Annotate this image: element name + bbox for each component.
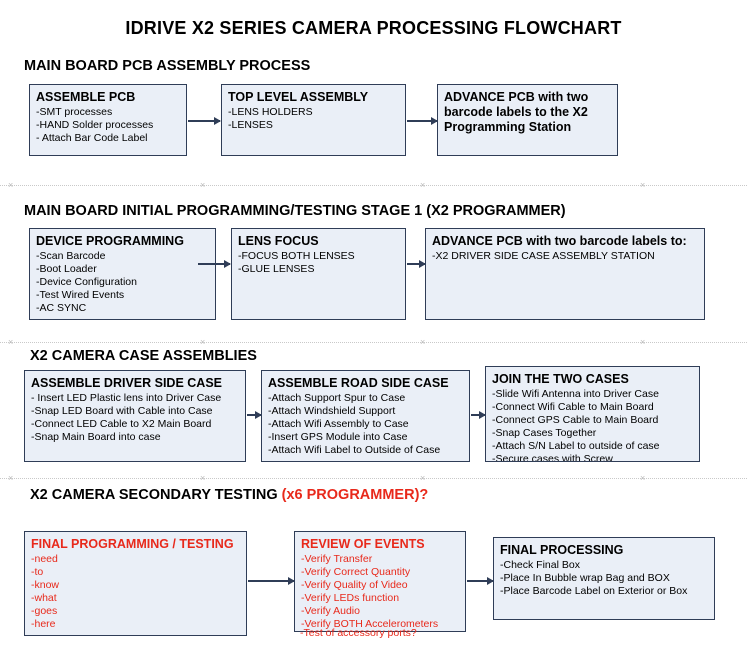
box-line: -AC SYNC xyxy=(36,302,87,314)
box-line: -Snap LED Board with Cable into Case xyxy=(31,405,213,417)
section-heading-initial-programming: MAIN BOARD INITIAL PROGRAMMING/TESTING STAGE 1 (X2 PROGRAMMER) xyxy=(24,203,566,219)
box-advance-pcb-programming-station[interactable] xyxy=(437,84,618,156)
box-line: -Attach Support Spur to Case xyxy=(268,392,406,404)
box-line: -Boot Loader xyxy=(36,263,97,275)
tick-mark: × xyxy=(8,337,14,347)
flow-arrow xyxy=(407,120,437,122)
box-line: -Connect LED Cable to X2 Main Board xyxy=(31,418,212,430)
box-line: -LENS HOLDERS xyxy=(228,106,313,118)
flow-arrow xyxy=(407,263,425,265)
section-heading-case-assemblies: X2 CAMERA CASE ASSEMBLIES xyxy=(30,348,257,364)
box-line: -Verify Audio xyxy=(301,605,360,617)
box-line: -Verify LEDs function xyxy=(301,592,400,604)
section-heading-text: X2 CAMERA SECONDARY TESTING xyxy=(30,487,282,503)
box-device-programming[interactable] xyxy=(29,228,216,320)
flow-arrow xyxy=(247,414,261,416)
box-line: -Attach Windshield Support xyxy=(268,405,396,417)
box-final-programming-testing[interactable] xyxy=(24,531,247,636)
page-title: IDRIVE X2 SERIES CAMERA PROCESSING FLOWCHART xyxy=(125,18,622,38)
tick-mark: × xyxy=(420,473,426,483)
box-line: -need xyxy=(31,553,58,565)
box-line: -Snap Main Board into case xyxy=(31,431,161,443)
box-line: -FOCUS BOTH LENSES xyxy=(238,250,355,262)
box-review-of-events[interactable] xyxy=(294,531,466,632)
box-line: -Connect GPS Cable to Main Board xyxy=(492,414,659,426)
tick-mark: × xyxy=(8,180,14,190)
box-header: ADVANCE PCB with two barcode labels to the X2 Programming Station xyxy=(444,90,589,134)
box-line: -what xyxy=(31,592,57,604)
box-line: -Verify Correct Quantity xyxy=(301,566,411,578)
box-header: ASSEMBLE DRIVER SIDE CASE xyxy=(31,376,223,390)
box-line: -Scan Barcode xyxy=(36,250,106,262)
box-line: -Secure cases with Screw xyxy=(492,453,613,462)
tick-mark: × xyxy=(8,473,14,483)
box-line: -Test Wired Events xyxy=(36,289,125,301)
tick-mark: × xyxy=(640,180,646,190)
tick-mark: × xyxy=(200,180,206,190)
box-line: -Place Barcode Label on Exterior or Box xyxy=(500,585,688,597)
box-line: -know xyxy=(31,579,60,591)
box-line: -HAND Solder processes xyxy=(36,119,154,131)
box-final-processing[interactable] xyxy=(493,537,715,620)
box-line: -Slide Wifi Antenna into Driver Case xyxy=(492,388,659,400)
box-header: ADVANCE PCB with two barcode labels to: xyxy=(432,234,687,248)
box-header: DEVICE PROGRAMMING xyxy=(36,234,184,248)
box-assemble-driver-side-case[interactable] xyxy=(24,370,246,462)
box-join-the-two-cases[interactable] xyxy=(485,366,700,462)
box-header: JOIN THE TWO CASES xyxy=(492,372,629,386)
box-line: -Verify BOTH Accelerometers xyxy=(301,618,439,630)
box-line: -Check Final Box xyxy=(500,559,580,571)
divider xyxy=(0,478,747,479)
tick-mark: × xyxy=(200,473,206,483)
flow-arrow xyxy=(188,120,220,122)
tick-mark: × xyxy=(420,337,426,347)
box-header: FINAL PROCESSING xyxy=(500,543,624,557)
tick-mark: × xyxy=(640,337,646,347)
box-advance-pcb-driver-side-case[interactable] xyxy=(425,228,705,320)
box-header: ASSEMBLE PCB xyxy=(36,90,136,104)
section-heading-pcb-assembly: MAIN BOARD PCB ASSEMBLY PROCESS xyxy=(24,58,311,74)
box-line: -X2 DRIVER SIDE CASE ASSEMBLY STATION xyxy=(432,250,655,262)
box-line: -Attach Wifi Label to Outside of Case xyxy=(268,444,441,456)
box-line: - Attach Bar Code Label xyxy=(36,132,148,144)
box-assemble-road-side-case[interactable] xyxy=(261,370,470,462)
tick-mark: × xyxy=(640,473,646,483)
box-line: -Device Configuration xyxy=(36,276,137,288)
box-line: - Insert LED Plastic lens into Driver Case xyxy=(31,392,222,404)
box-header: FINAL PROGRAMMING / TESTING xyxy=(31,537,234,551)
box-line-overflow: -Test of accessory ports? xyxy=(300,627,417,639)
box-header: REVIEW OF EVENTS xyxy=(301,537,425,551)
section-heading-red-text: (x6 PROGRAMMER)? xyxy=(281,487,429,503)
box-line: -GLUE LENSES xyxy=(238,263,315,275)
box-line: -Snap Cases Together xyxy=(492,427,597,439)
flow-arrow xyxy=(248,580,294,582)
box-header: ASSEMBLE ROAD SIDE CASE xyxy=(268,376,449,390)
box-top-level-assembly[interactable] xyxy=(221,84,406,156)
box-line: -LENSES xyxy=(228,119,273,131)
tick-mark: × xyxy=(420,180,426,190)
box-line: -goes xyxy=(31,605,58,617)
box-assemble-pcb[interactable] xyxy=(29,84,187,156)
box-line: -Connect Wifi Cable to Main Board xyxy=(492,401,654,413)
box-line: -Place In Bubble wrap Bag and BOX xyxy=(500,572,670,584)
flow-arrow xyxy=(471,414,485,416)
divider xyxy=(0,342,747,343)
box-line: -Insert GPS Module into Case xyxy=(268,431,408,443)
section-heading-secondary-testing xyxy=(30,487,428,503)
box-line: -Attach S/N Label to outside of case xyxy=(492,440,660,452)
tick-mark: × xyxy=(200,337,206,347)
divider xyxy=(0,185,747,186)
box-header: LENS FOCUS xyxy=(238,234,319,248)
flow-arrow xyxy=(467,580,493,582)
box-line: -SMT processes xyxy=(36,106,113,118)
box-lens-focus[interactable] xyxy=(231,228,406,320)
flow-arrow xyxy=(198,263,230,265)
box-line: -Verify Transfer xyxy=(301,553,373,565)
box-line: -here xyxy=(31,618,56,630)
box-header: TOP LEVEL ASSEMBLY xyxy=(228,90,369,104)
box-line: -Verify Quality of Video xyxy=(301,579,408,591)
box-line: -to xyxy=(31,566,44,578)
box-line: -Attach Wifi Assembly to Case xyxy=(268,418,409,430)
